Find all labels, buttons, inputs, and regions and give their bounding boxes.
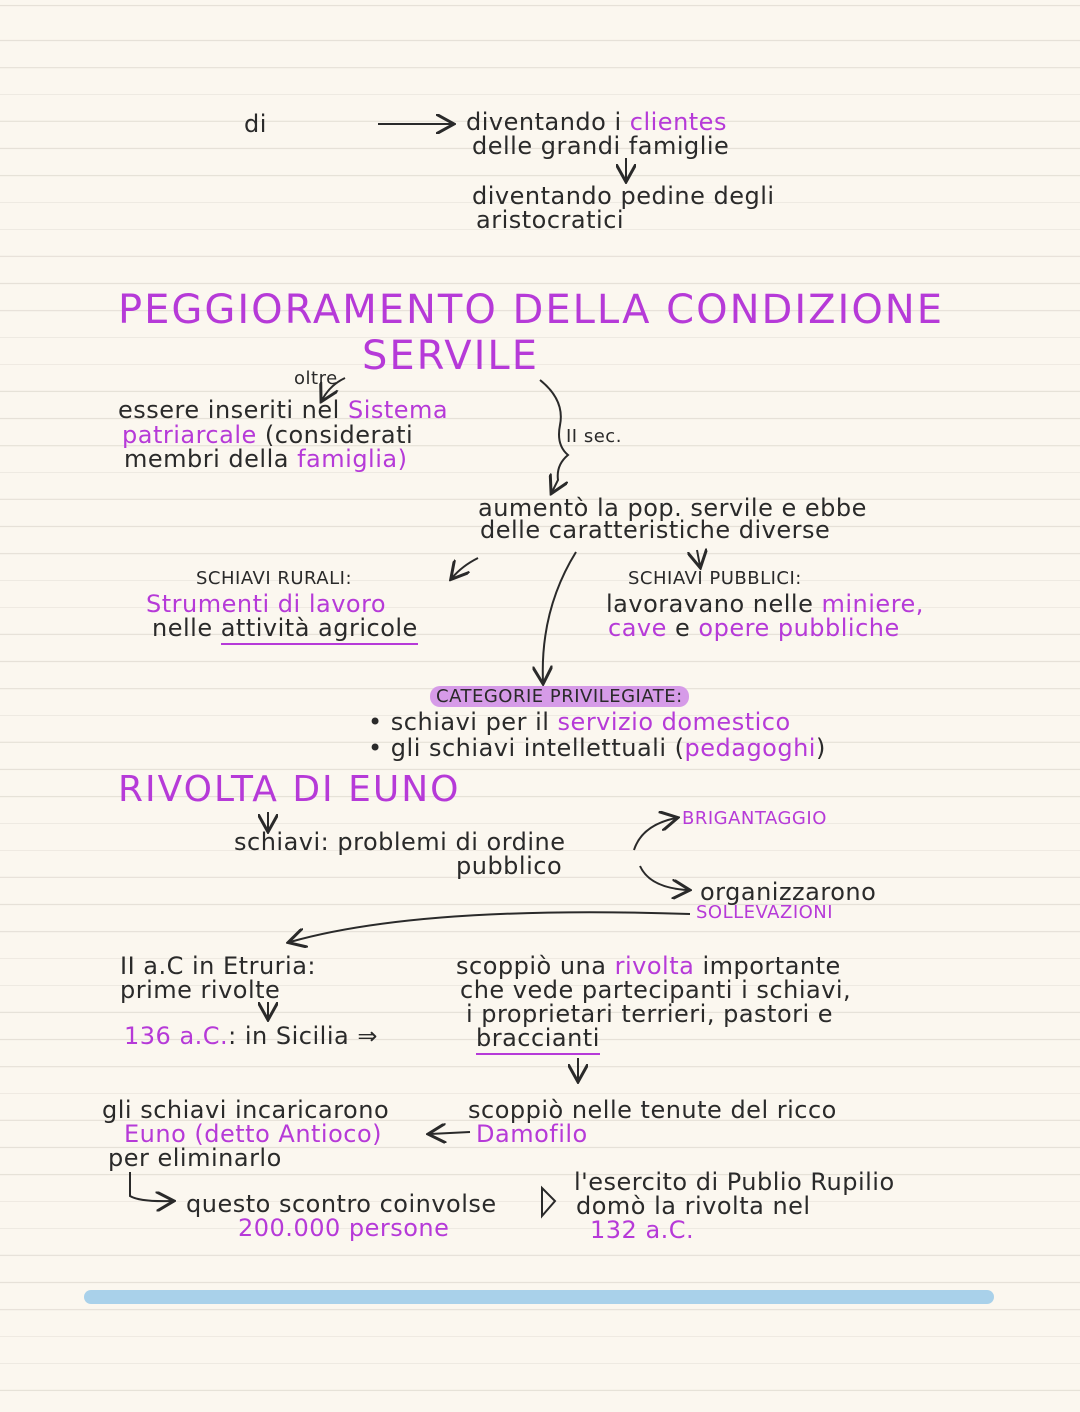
scoppio-line: scoppiò nelle tenute del ricco [468,1096,837,1124]
intro-clientes-pre: diventando i [466,108,622,136]
rurali-b-underlined: attività agricole [221,614,418,645]
rivolta-d-underlined: braccianti [476,1024,600,1055]
euno-line: Euno (detto Antioco) [124,1120,383,1148]
intro-pedine-b: aristocratici [476,206,625,234]
intro-di: di [244,110,267,138]
arrow-to-pubblici [697,550,700,566]
rupilio-line-b: domò la rivolta nel [576,1192,811,1220]
rurali-line-b [152,616,418,640]
intro-grandi-famiglie: delle grandi famiglie [472,132,730,160]
inseriti-line [118,398,448,422]
sicilia-text: : in Sicilia ⇒ [228,1022,378,1050]
etruria-line-a: II a.C in Etruria: [120,952,316,980]
rurali-line-a: Strumenti di lavoro [146,590,387,618]
rupilio-line-a: l'esercito di Publio Rupilio [574,1168,895,1196]
bottom-scrollbar[interactable] [84,1290,994,1304]
rivolta-line-a [456,954,841,978]
sicilia-line [124,1024,378,1048]
problemi-line-b: pubblico [456,852,563,880]
pubblici-miniere: miniere, [821,590,924,618]
pubblici-cave: cave [608,614,667,642]
incaricarono-line: gli schiavi incaricarono [102,1096,390,1124]
arrow-to-incaricarono [430,1132,470,1134]
privilegiate-1-pre: • schiavi per il [368,708,550,736]
rivolta-line-d [476,1026,600,1050]
famiglia-word: famiglia) [297,445,408,473]
rivolta-line-b: che vede partecipanti i schiavi, [460,976,852,1004]
sollevazioni-line-a: organizzarono [700,878,877,906]
privilegiate-item-2 [368,736,826,760]
brace [540,380,568,492]
pubblici-line-a [606,592,924,616]
inseriti-pre: essere inseriti nel [118,396,340,424]
patriarcale-word: patriarcale [122,421,257,449]
sistema-word: Sistema [347,396,449,424]
privilegiate-2-pedagoghi: pedagoghi [684,734,816,762]
sollevazioni-line-b: SOLLEVAZIONI [696,902,834,923]
privilegiate-item-1 [368,710,791,734]
section1-title-line1: PEGGIORAMENTO DELLA CONDIZIONE [118,287,944,333]
etruria-line-b: prime rivolte [120,976,281,1004]
intro-pedine-a: diventando pedine degli [472,182,775,210]
arrow-brigantaggio [634,818,676,850]
rivolta-a-pre: scoppiò una [456,952,607,980]
rurali-title: SCHIAVI RURALI: [196,568,353,589]
sicilia-date: 136 a.C. [124,1022,229,1050]
arrow-sollevazioni [640,866,688,890]
triangle-arrow [542,1188,555,1216]
section1-title-line2: SERVILE [362,333,539,379]
arrow-to-privilegiate [543,552,576,682]
oltre-label: oltre [294,368,338,389]
intro-clientes: clientes [629,108,727,136]
problemi-line-a: schiavi: problemi di ordine [234,828,566,856]
aumento-line-a: aumentò la pop. servile e ebbe [478,494,867,522]
pubblici-title: SCHIAVI PUBBLICI: [628,568,802,589]
damofilo-label: Damofilo [476,1120,588,1148]
privilegiate-2-post: ) [815,734,826,762]
section2-title: RIVOLTA DI EUNO [118,769,461,810]
secolo-label: II sec. [566,426,622,447]
pubblici-line-b [608,616,900,640]
rivolta-a-post: importante [702,952,841,980]
arrow-scontro [130,1172,172,1201]
pubblici-e: e [675,614,691,642]
intro-clientes-line [466,110,727,134]
privilegiate-2-pre: • gli schiavi intellettuali ( [368,734,685,762]
rivolta-line-c: i proprietari terrieri, pastori e [466,1000,834,1028]
arrow-back-etruria [290,912,690,942]
membri-line [124,447,407,471]
scontro-line: questo scontro coinvolse [186,1190,497,1218]
privilegiate-title-highlight: CATEGORIE PRIVILEGIATE: [430,686,689,707]
membri-word: membri della [124,445,289,473]
rivolta-a-word: rivolta [614,952,695,980]
brigantaggio-label: BRIGANTAGGIO [682,808,827,829]
persone-line: 200.000 persone [238,1214,450,1242]
rurali-b-pre: nelle [152,614,213,642]
pubblici-opere: opere pubbliche [698,614,900,642]
rupilio-line-c: 132 a.C. [590,1216,695,1244]
aumento-line-b: delle caratteristiche diverse [480,516,831,544]
arrow-to-rurali [452,558,478,578]
eliminarlo-line: per eliminarlo [108,1144,282,1172]
patriarcale-line [122,423,413,447]
pubblici-a-pre: lavoravano nelle [606,590,814,618]
privilegiate-1-servizio: servizio domestico [557,708,791,736]
privilegiate-title [430,688,689,706]
considerati-word: (considerati [264,421,414,449]
